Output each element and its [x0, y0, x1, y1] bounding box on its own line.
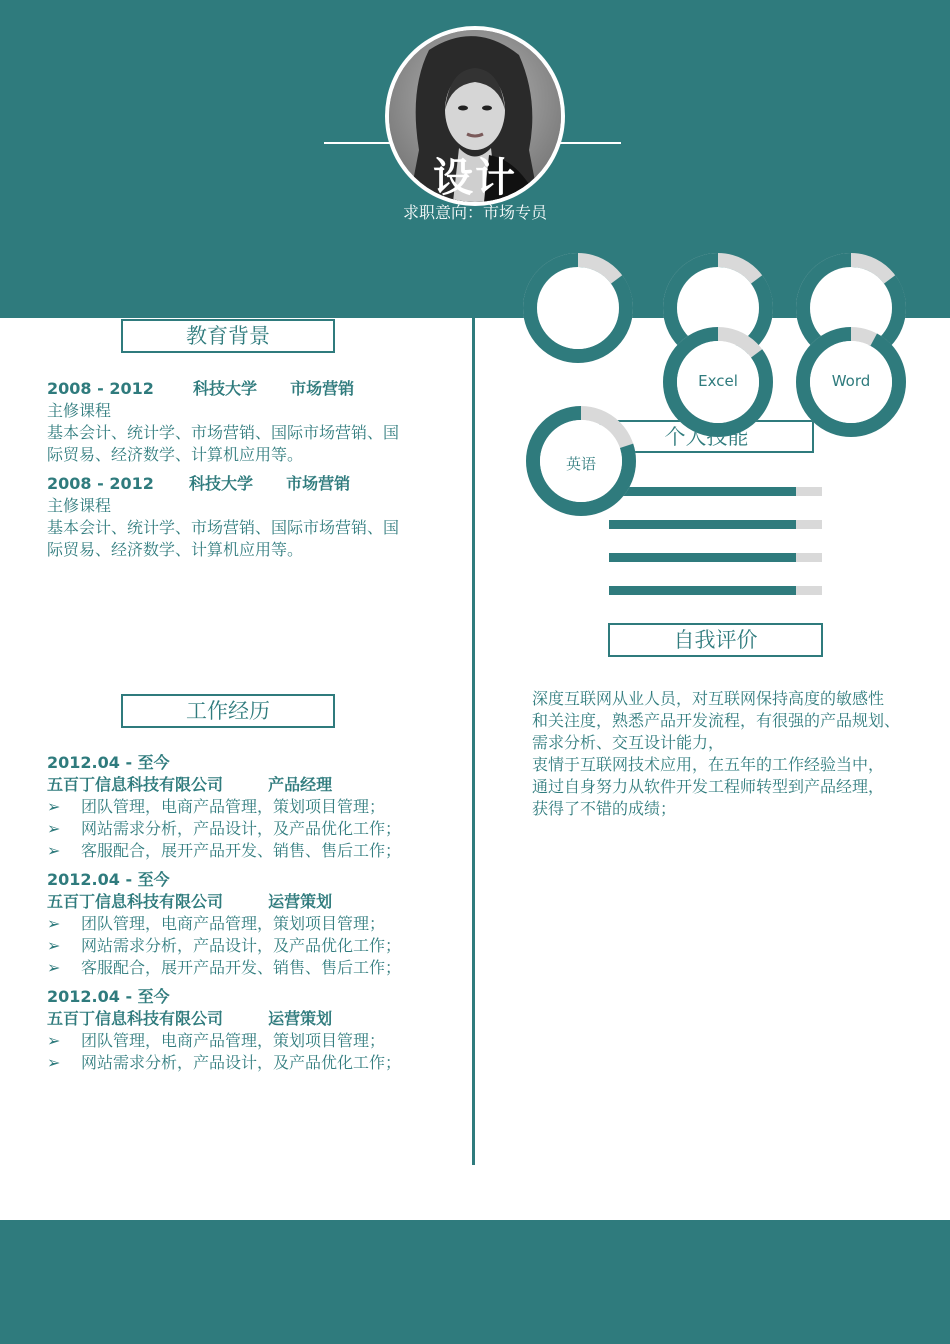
self-evaluation-title: 自我评价: [608, 623, 823, 657]
work-period: 2012.04 - 至今: [47, 987, 170, 1006]
self-evaluation-line: 获得了不错的成绩；: [532, 799, 677, 818]
self-evaluation-line: 需求分析、交互设计能力，: [532, 733, 725, 752]
skill-ring: [530, 260, 626, 356]
ring-label-word: Word: [831, 372, 871, 390]
education-major: 市场营销: [290, 379, 355, 398]
ring-hole: [537, 267, 619, 349]
self-evaluation-line: 衷情于互联网技术应用，在五年的工作经验当中，: [532, 755, 885, 774]
work-company: 五百丁信息科技有限公司: [47, 892, 224, 911]
skill-rings: [0, 0, 950, 560]
candidate-name: 设计: [433, 155, 517, 201]
work-bullet: ➢ 网站需求分析，产品设计，及产品优化工作；: [47, 936, 402, 955]
self-evaluation-line: 通过自身努力从软件开发工程师转型到产品经理，: [532, 777, 885, 796]
course-label: 主修课程: [47, 401, 112, 420]
self-evaluation-line: 深度互联网从业人员，对互联网保持高度的敏感性: [532, 689, 885, 708]
education-major: 市场营销: [286, 474, 351, 493]
work-bullet: ➢ 客服配合，展开产品开发、销售、售后工作；: [47, 841, 402, 860]
work-bullet: ➢ 客服配合，展开产品开发、销售、售后工作；: [47, 958, 402, 977]
work-role: 产品经理: [268, 775, 333, 794]
education-years: 2008 - 2012: [47, 379, 154, 398]
self-evaluation-text: [532, 688, 922, 820]
work-company: 五百丁信息科技有限公司: [47, 1009, 224, 1028]
skills-title: 个人技能: [599, 420, 814, 453]
work-bullet: ➢ 网站需求分析，产品设计，及产品优化工作；: [47, 819, 402, 838]
courses-line: 际贸易、经济数学、计算机应用等。: [47, 540, 304, 559]
courses-line: 基本会计、统计学、市场营销、国际市场营销、国: [47, 518, 400, 537]
arrow-bullet-icon: ➢: [47, 914, 61, 933]
skill-bar: [609, 586, 822, 595]
arrow-bullet-icon: ➢: [47, 797, 61, 816]
skill-bar-fill: [609, 586, 796, 595]
work-role: 运营策划: [268, 1009, 333, 1028]
courses-line: 际贸易、经济数学、计算机应用等。: [47, 445, 304, 464]
arrow-bullet-icon: ➢: [47, 936, 61, 955]
arrow-bullet-icon: ➢: [47, 958, 61, 977]
courses-line: 基本会计、统计学、市场营销、国际市场营销、国: [47, 423, 400, 442]
work-company: 五百丁信息科技有限公司: [47, 775, 224, 794]
education-title: 教育背景: [121, 319, 335, 353]
work-role: 运营策划: [268, 892, 333, 911]
education-school: 科技大学: [189, 474, 254, 493]
ring-label-excel: Excel: [698, 372, 738, 390]
self-evaluation-line: 和关注度，熟悉产品开发流程，有很强的产品规划、: [532, 711, 901, 730]
work-period: 2012.04 - 至今: [47, 753, 170, 772]
work-bullet: ➢ 团队管理，电商产品管理，策划项目管理；: [47, 797, 386, 816]
work-bullet: ➢ 团队管理，电商产品管理，策划项目管理；: [47, 1031, 386, 1050]
work-bullet: ➢ 团队管理，电商产品管理，策划项目管理；: [47, 914, 386, 933]
work-entry: [47, 869, 401, 979]
job-objective: 求职意向：市场专员: [402, 203, 547, 222]
arrow-bullet-icon: ➢: [47, 1031, 61, 1050]
footer-band: [0, 1220, 950, 1344]
education-years: 2008 - 2012: [47, 474, 154, 493]
work-title: 工作经历: [121, 694, 335, 728]
ring-label-english: 英语: [565, 455, 596, 473]
work-period: 2012.04 - 至今: [47, 870, 170, 889]
work-bullet: ➢ 网站需求分析，产品设计，及产品优化工作；: [47, 1053, 402, 1072]
arrow-bullet-icon: ➢: [47, 841, 61, 860]
work-entry: [47, 986, 401, 1074]
education-school: 科技大学: [193, 379, 258, 398]
course-label: 主修课程: [47, 496, 112, 515]
arrow-bullet-icon: ➢: [47, 819, 61, 838]
arrow-bullet-icon: ➢: [47, 1053, 61, 1072]
work-entry: [47, 752, 401, 862]
